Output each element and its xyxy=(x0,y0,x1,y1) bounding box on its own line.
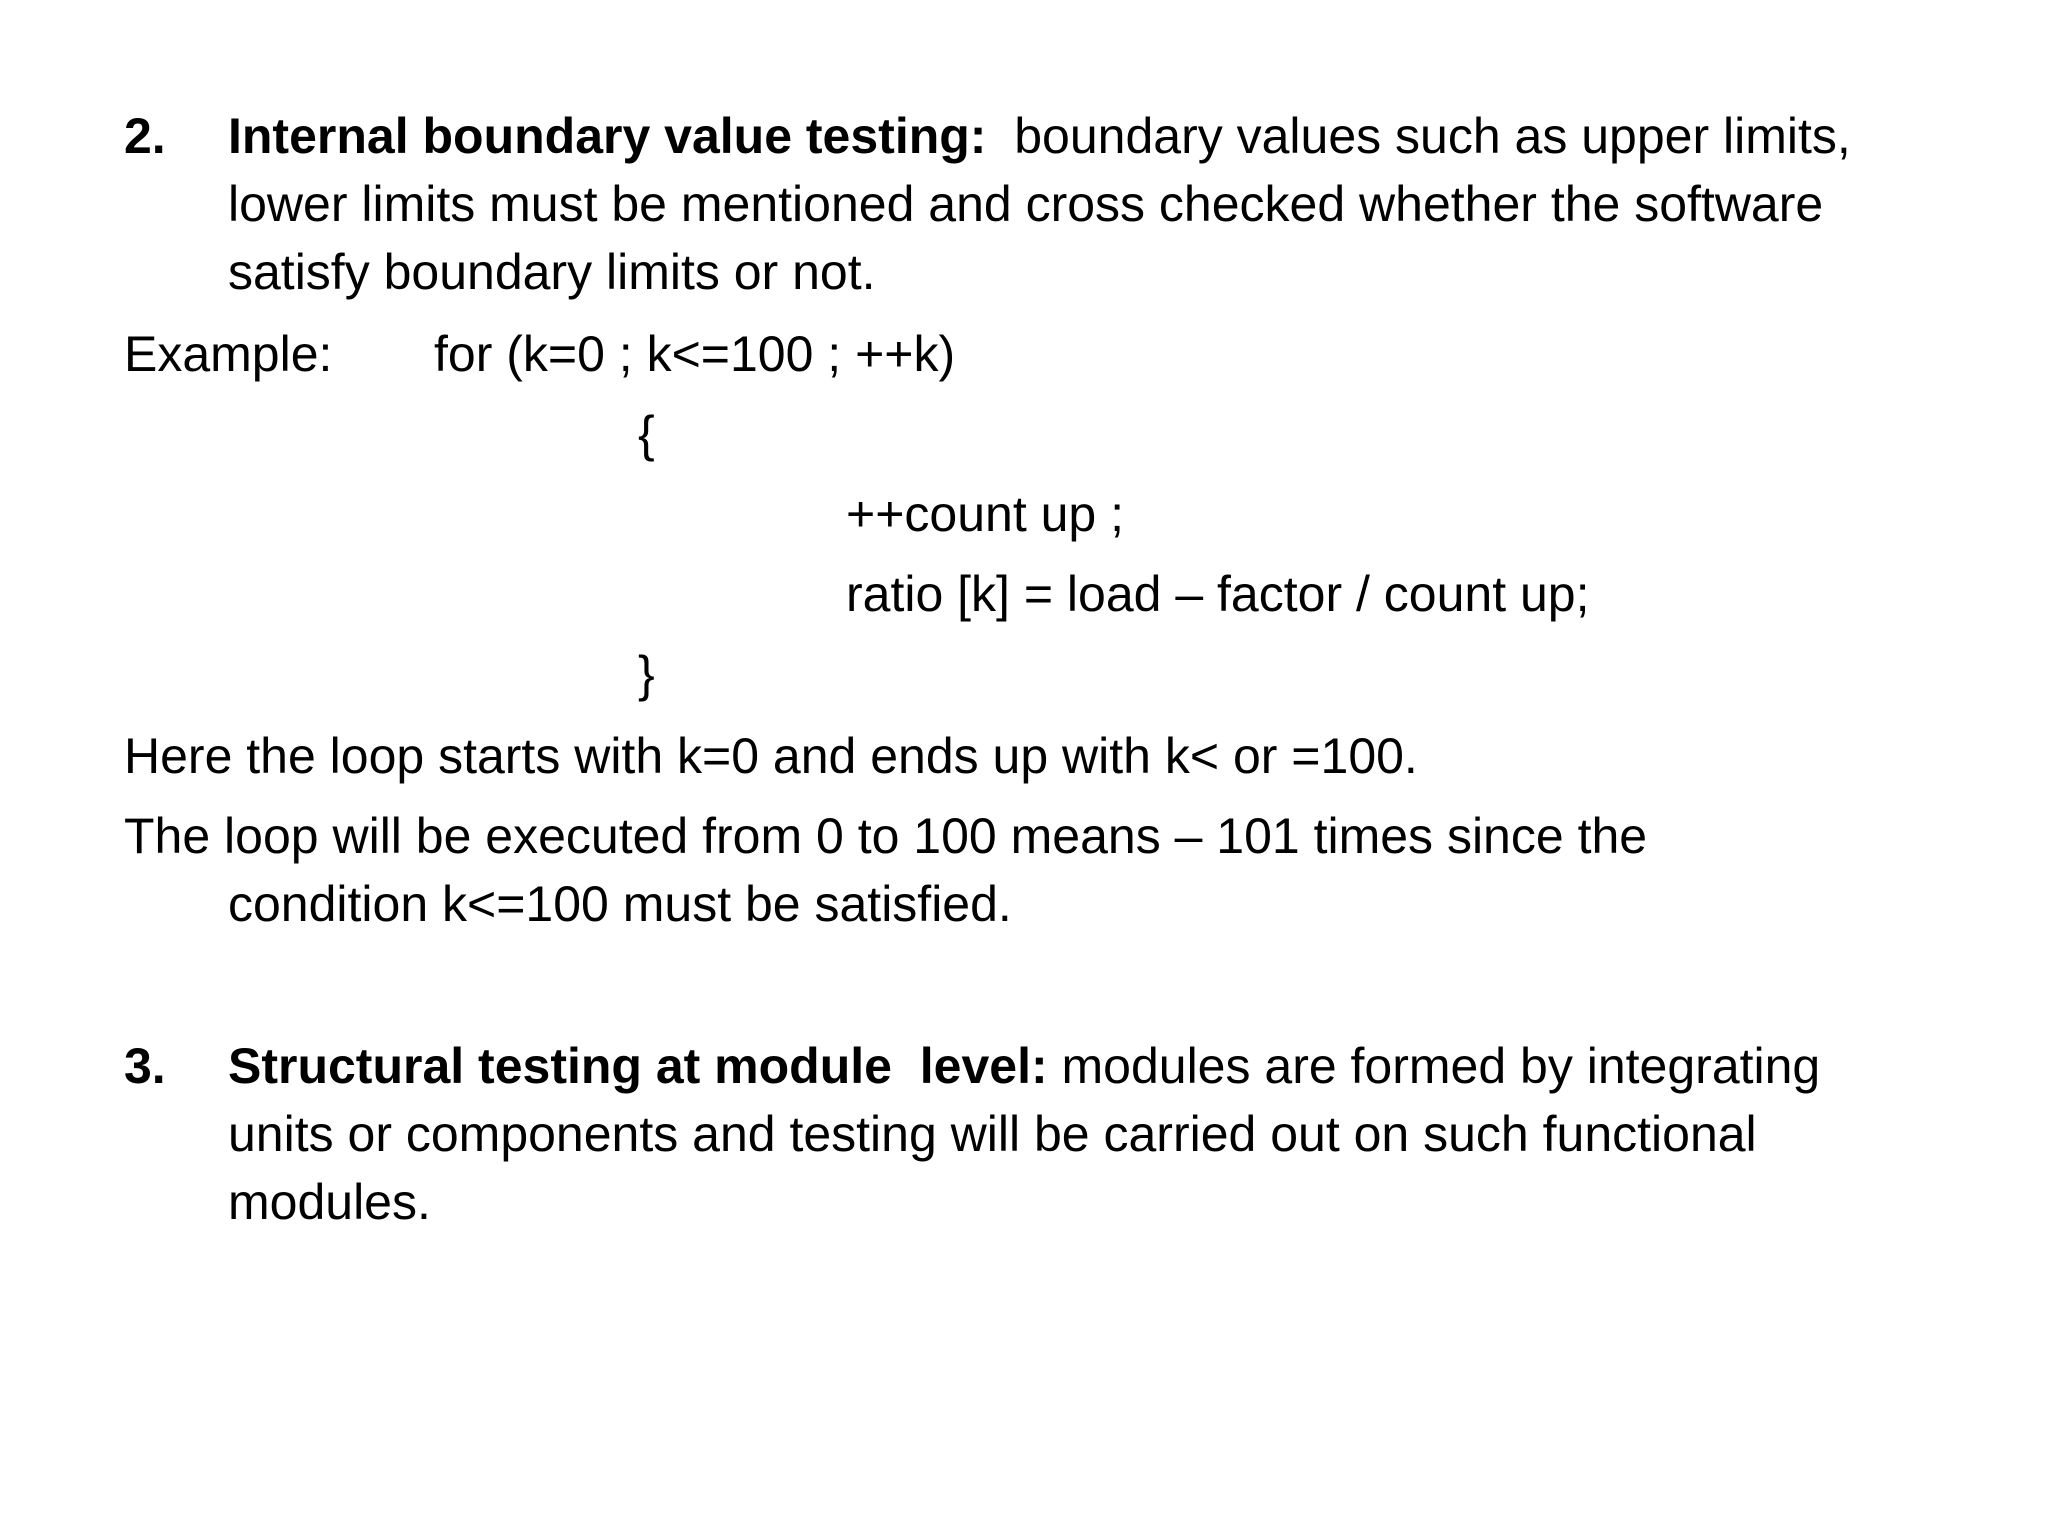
item-3-number: 3. xyxy=(124,1038,166,1094)
code-for-statement: for (k=0 ; k<=100 ; ++k) xyxy=(434,326,956,382)
code-brace-open: { xyxy=(638,406,655,462)
item-3-line-3: modules. xyxy=(228,1174,431,1230)
example-label: Example: xyxy=(124,326,333,382)
item-2-text-1: boundary values such as upper limits, xyxy=(986,108,1851,164)
item-3-heading: Structural testing at module level: xyxy=(228,1038,1048,1094)
item-2-number: 2. xyxy=(124,108,166,164)
item-2-heading: Internal boundary value testing: xyxy=(228,108,987,164)
item-3-text-1: modules are formed by integrating xyxy=(1047,1038,1821,1094)
explanation-line-2: The loop will be executed from 0 to 100 means – 101 times since the xyxy=(124,808,1648,864)
item-2-line-3: satisfy boundary limits or not. xyxy=(228,244,876,300)
code-statement-1: ++count up ; xyxy=(846,486,1125,542)
item-2-line-1 xyxy=(228,102,1851,170)
code-statement-2: ratio [k] = load – factor / count up; xyxy=(846,566,1590,622)
code-brace-close: } xyxy=(638,646,655,702)
item-2-line-2: lower limits must be mentioned and cross checked whether the software xyxy=(228,176,1824,232)
item-3-line-2: units or components and testing will be carried out on such functional xyxy=(228,1106,1757,1162)
explanation-line-3: condition k<=100 must be satisfied. xyxy=(228,876,1012,932)
item-3-line-1 xyxy=(228,1032,1820,1100)
explanation-line-1: Here the loop starts with k=0 and ends up with k< or =100. xyxy=(124,728,1418,784)
